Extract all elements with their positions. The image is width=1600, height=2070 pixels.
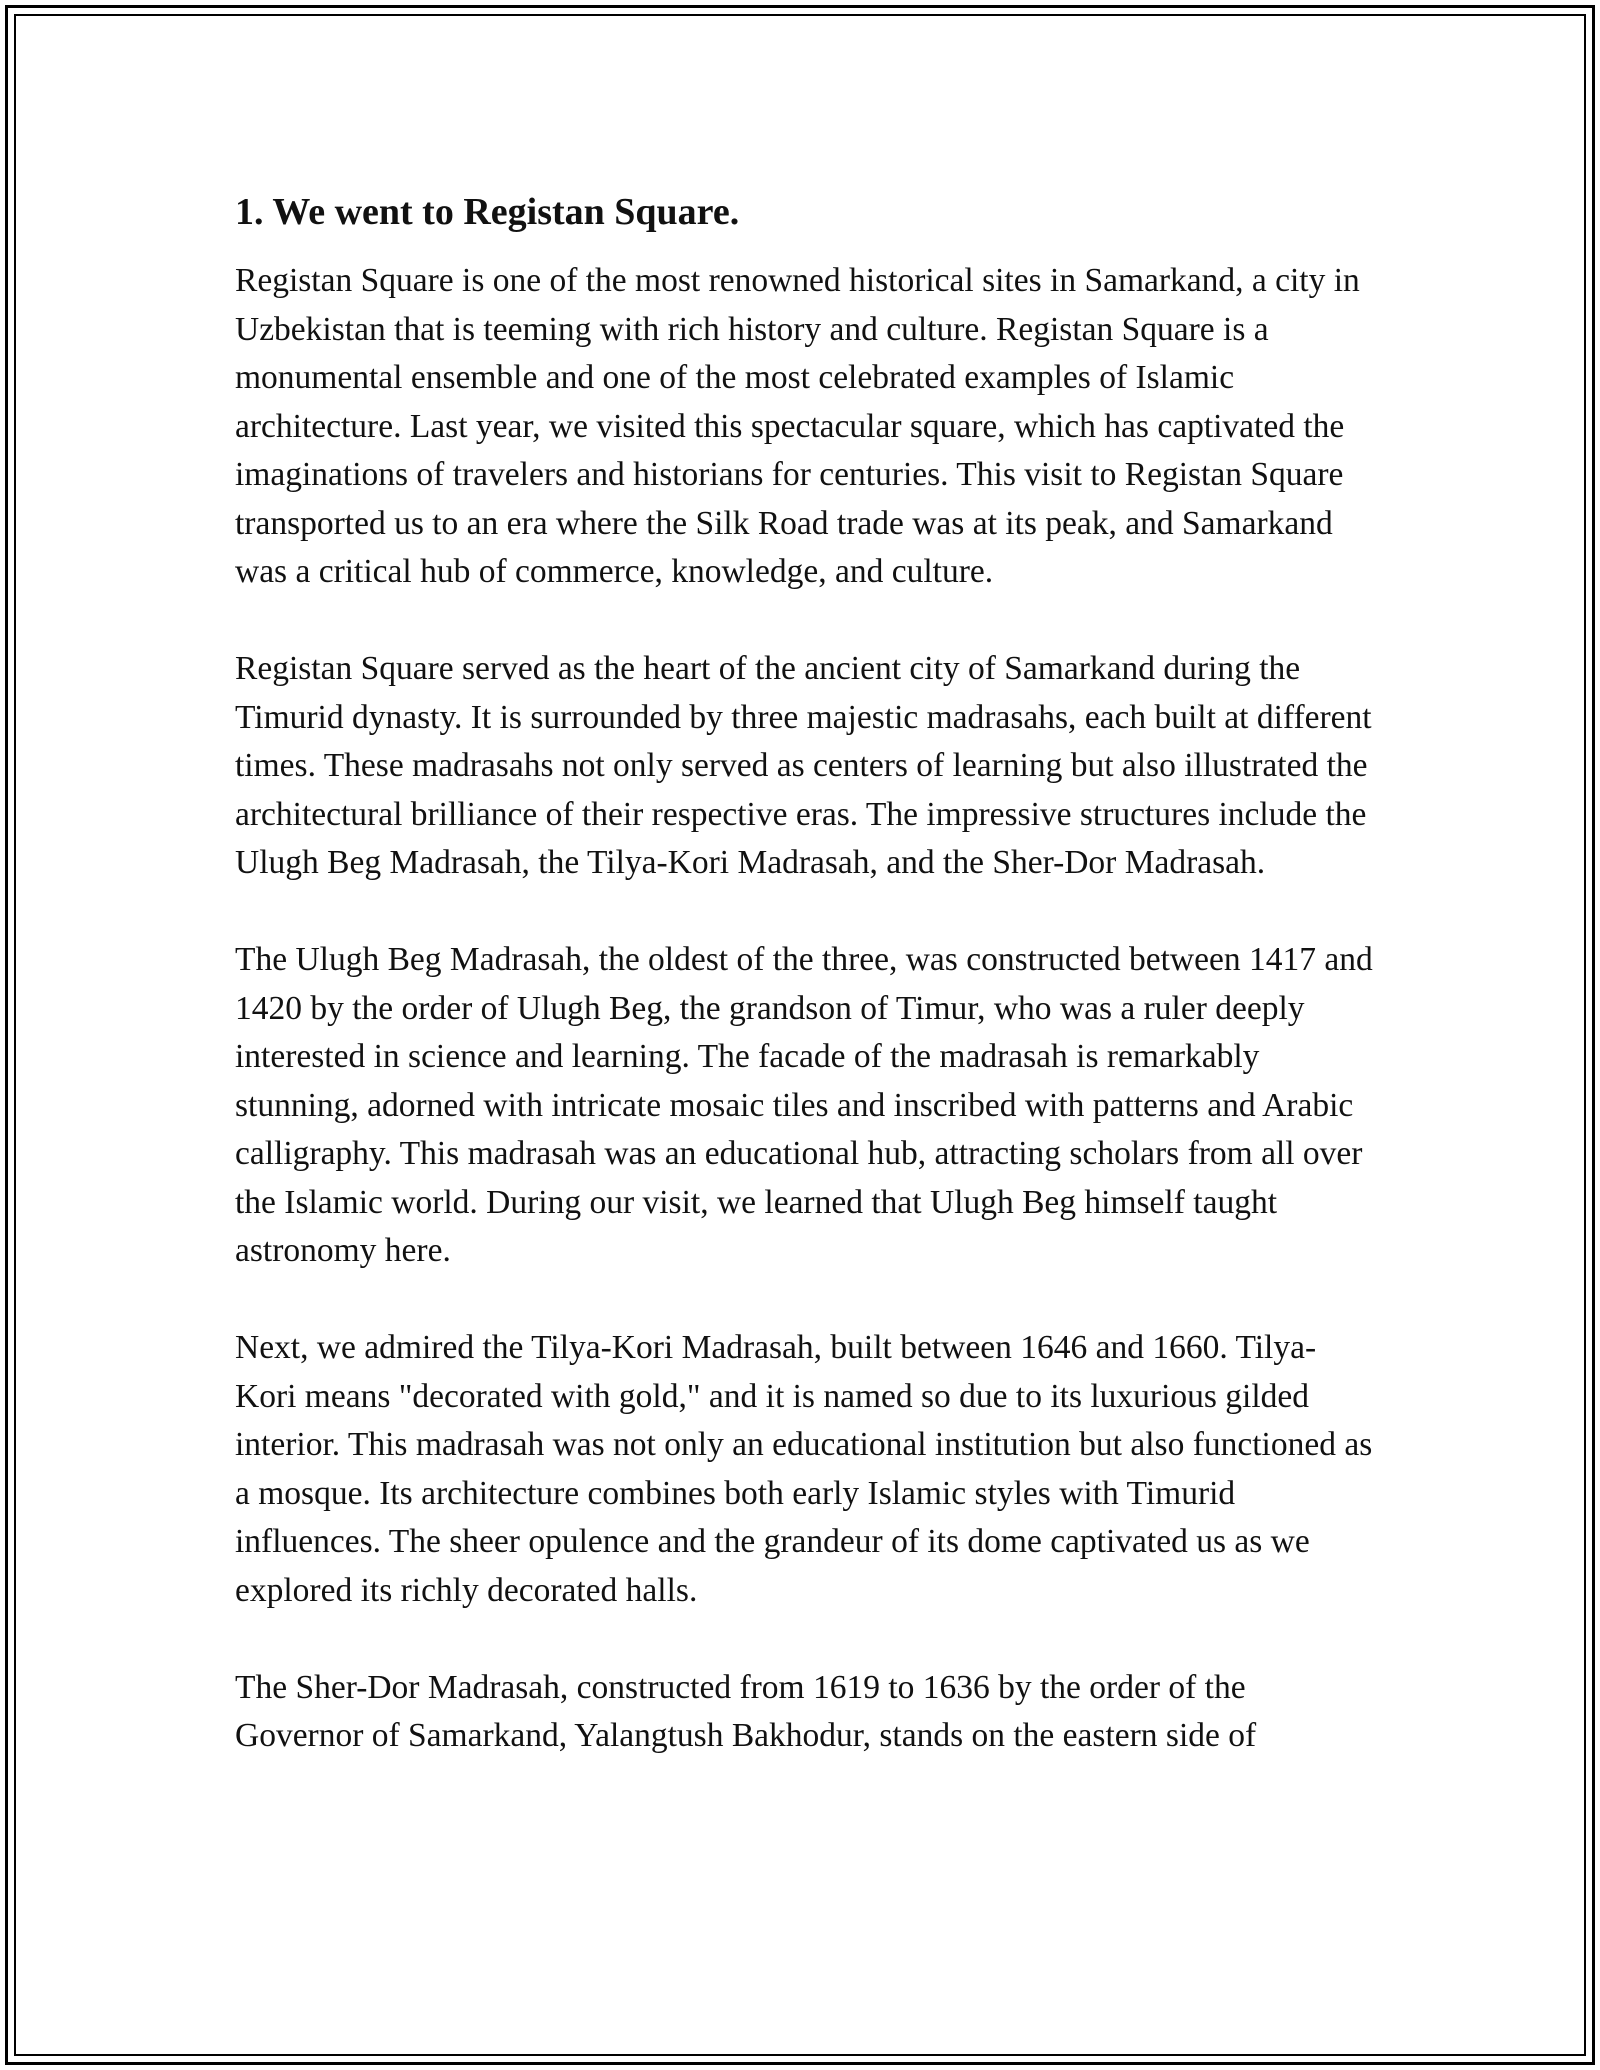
paragraph-timurid: Registan Square served as the heart of the ancient city of Samarkand during the Timurid dynasty. It is surrounded by three majestic madrasahs, each built at different times. These madrasahs not only served as centers of learning but also illustrated the architectural brilliance of their respective eras. The impressive structures include the Ulugh Beg Madrasah, the Tilya-Kori Madrasah, and the Sher-Dor Madrasah. [235, 650, 1372, 881]
paragraph-tilya-kori: Next, we admired the Tilya-Kori Madrasah, built between 1646 and 1660. Tilya-Kori means "decorated with gold," and it is named so due to its luxurious gilded interior. This madrasah was not only an educational institution but also functioned as a mosque. Its architecture combines both early Islamic styles with Timurid influences. The sheer opulence and the grandeur of its dome captivated us as we explored its richly decorated halls. [235, 1329, 1373, 1609]
paragraph-ulugh-beg: The Ulugh Beg Madrasah, the oldest of the three, was constructed between 1417 and 1420 by the order of Ulugh Beg, the grandson of Timur, who was a ruler deeply interested in science and learning. The facade of the madrasah is remarkably stunning, adorned with intricate mosaic tiles and inscribed with patterns and Arabic calligraphy. This madrasah was an educational hub, attracting scholars from all over the Islamic world. During our visit, we learned that Ulugh Beg himself taught astronomy here. [235, 941, 1373, 1269]
document-body [235, 188, 1375, 1761]
paragraph-sher-dor: The Sher-Dor Madrasah, constructed from 1619 to 1636 by the order of the Governor of Samarkand, Yalangtush Bakhodur, stands on the eastern side of [235, 1668, 1257, 1754]
paragraph-intro: Registan Square is one of the most renowned historical sites in Samarkand, a city in Uzbekistan that is teeming with rich history and culture. Registan Square is a monumental ensemble and one of the most celebrated examples of Islamic architecture. Last year, we visited this spectacular square, which has captivated the imaginations of travelers and historians for centuries. This visit to Registan Square transported us to an era where the Silk Road trade was at its peak, and Samarkand was a critical hub of commerce, knowledge, and culture. [235, 262, 1360, 590]
section-heading: 1. We went to Registan Square. [235, 191, 740, 233]
